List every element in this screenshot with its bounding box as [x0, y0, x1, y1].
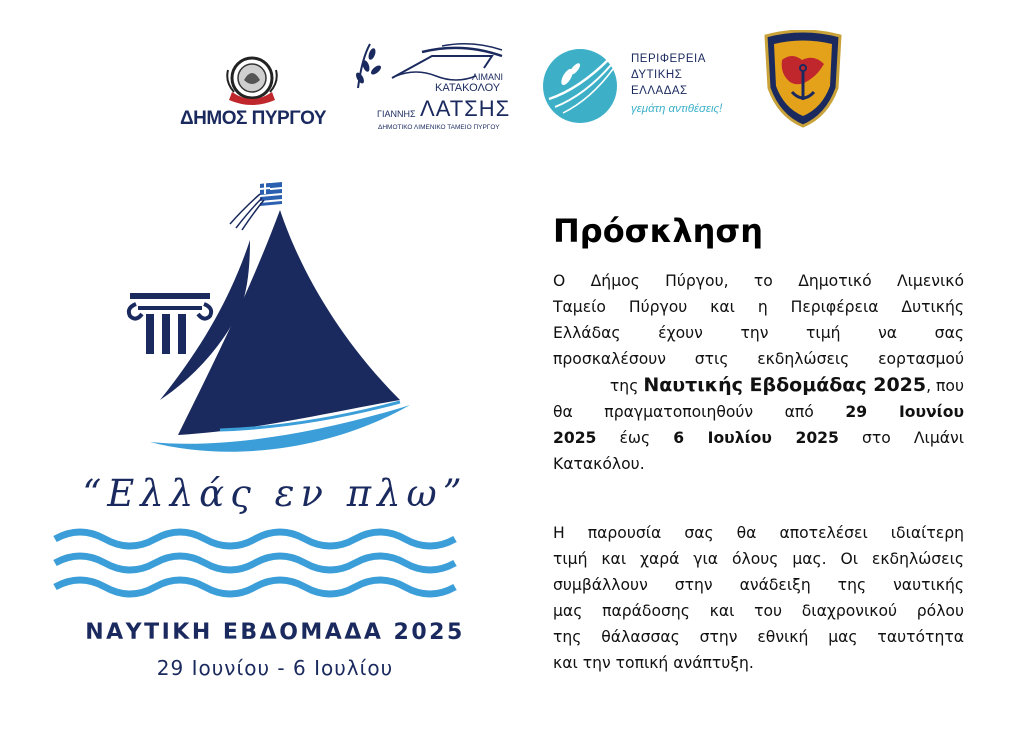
port-latsis-label: ΛΑΤΣΗΣ	[420, 96, 511, 121]
poster-event-title: ΝΑΥΤΙΚΗ ΕΒΔΟΜΑΔΑ 2025	[85, 620, 465, 645]
event-name-bold: Ναυτικής Εβδομάδας 2025	[643, 374, 927, 396]
region-line2: ΔΥΤΙΚΗΣ	[631, 69, 683, 81]
sea-waves-icon	[50, 525, 480, 610]
region-slogan: γεμάτη αντιθέσεις!	[631, 103, 723, 115]
p2-line-1: Η παρουσία σας θα αποτελέσει ιδιαίτερη	[553, 524, 964, 542]
poster-motto: “Ελλάς εν πλω”	[82, 472, 468, 515]
invitation-paragraph-1	[553, 268, 964, 477]
naval-shield-icon	[762, 30, 844, 128]
p1-line-4: προσκαλέσουν στις εκδηλώσεις εορτασμού	[553, 350, 964, 368]
poster-event-dates: 29 Ιουνίου - 6 Ιουλίου	[156, 656, 394, 680]
p1-line-3: Ελλάδας έχουν την τιμή να σας	[553, 324, 964, 342]
port-katakolou-label: ΚΑΤΑΚΟΛΟΥ	[435, 82, 501, 94]
invitation-paragraph-2	[553, 520, 964, 676]
port-giannis-label: ΓΙΑΝΝΗΣ	[377, 109, 416, 119]
sailboat-emblem-icon	[110, 180, 430, 465]
region-line3: ΕΛΛΑΔΑΣ	[631, 85, 688, 97]
p1-line-6: θα πραγματοποιηθούν από 29 Ιουνίου	[553, 403, 964, 421]
p1-line-8: Κατακόλου.	[553, 455, 645, 473]
p1-line-2: Ταμείο Πύργου και η Περιφέρεια Δυτικής	[553, 298, 964, 316]
end-date-bold: 6 Ιουλίου 2025	[673, 429, 839, 447]
p2-line-2: τιμή και χαρά για όλους μας. Οι εκδηλώσεις	[553, 550, 964, 568]
p2-line-5: της θάλασσας στην εθνική μας ταυτότητα	[553, 628, 964, 646]
port-fund-label: ΔΗΜΟΤΙΚΟ ΛΙΜΕΝΙΚΟ ΤΑΜΕΙΟ ΠΥΡΓΟΥ	[378, 124, 500, 131]
region-logo-icon	[541, 47, 619, 125]
port-limani-label: ΛΙΜΑΝΙ	[472, 72, 504, 82]
p1-line-7: 2025 έως 6 Ιουλίου 2025 στο Λιμάνι	[553, 429, 965, 447]
invitation-title: Πρόσκληση	[553, 212, 764, 250]
region-line1: ΠΕΡΙΦΕΡΕΙΑ	[631, 53, 706, 65]
start-date-bold: 29 Ιουνίου	[845, 403, 964, 421]
p2-line-6: και την τοπική ανάπτυξη.	[553, 654, 754, 672]
p2-line-4: μας παράδοσης και του διαχρονικού ρόλου	[553, 602, 964, 620]
p2-line-3: συμβάλλουν στην ανάδειξη της ναυτικής	[553, 576, 964, 594]
pyrgos-emblem-icon	[222, 50, 282, 108]
greek-flag-icon	[260, 182, 282, 206]
p1-line-5: της Ναυτικής Εβδομάδας 2025, που	[609, 374, 964, 396]
pyrgos-municipality-label: ΔΗΜΟΣ ΠΥΡΓΟΥ	[180, 108, 327, 129]
p1-line-1: Ο Δήμος Πύργου, το Δημοτικό Λιμενικό	[553, 272, 964, 290]
ionic-column-icon	[129, 296, 211, 354]
